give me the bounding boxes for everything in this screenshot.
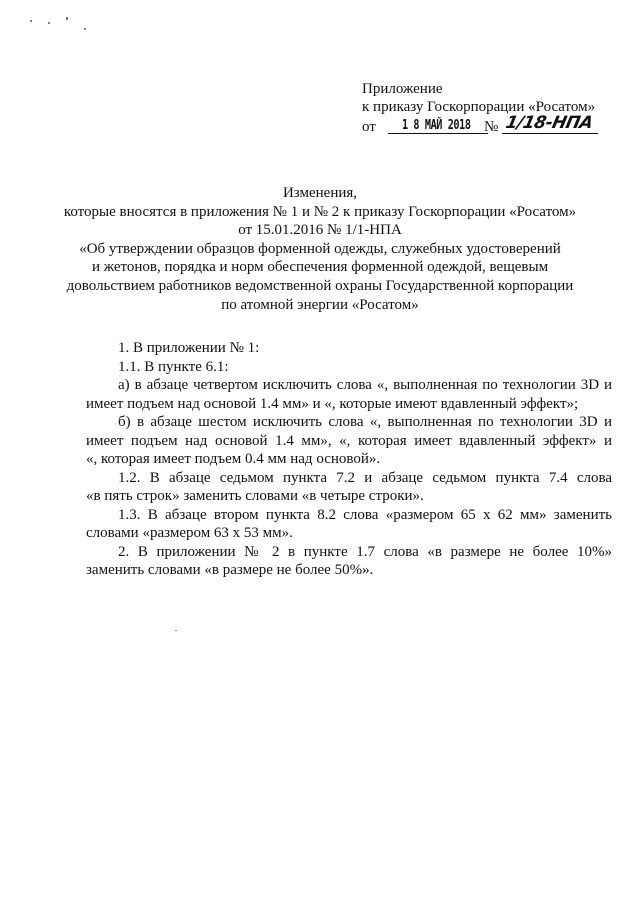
title-line: Изменения, bbox=[282, 185, 358, 201]
paragraph bbox=[86, 376, 612, 413]
scan-speck bbox=[66, 17, 68, 20]
order-number-handwritten: 1/18-НПА bbox=[503, 113, 595, 133]
paragraph-line: имеет подъем над основой 1.4 мм», «, которая имеет вдавленный эффект» и bbox=[86, 432, 612, 449]
title-line: по атомной энергии «Росатом» bbox=[221, 296, 419, 313]
title-line: довольствием работников ведомственной охраны Государственной корпорации bbox=[66, 277, 574, 294]
paragraph-line: словами «размером 63 х 53 мм». bbox=[86, 525, 293, 541]
paragraph bbox=[86, 506, 612, 543]
order-date-number-row bbox=[362, 113, 632, 138]
paragraph-line: «, которая имеет подъем 0.4 мм над основой». bbox=[86, 451, 381, 467]
paragraph-line: 2. В приложении № 2 в пункте 1.7 слова «в размере не более 10%» bbox=[118, 543, 612, 560]
paragraph-line: а) в абзаце четвертом исключить слова «, выполненная по технологии 3D и bbox=[118, 377, 612, 393]
scan-speck bbox=[175, 630, 177, 631]
document-body bbox=[86, 339, 612, 580]
paragraph: 1. В приложении № 1: bbox=[118, 340, 260, 356]
number-prefix: № bbox=[484, 119, 499, 135]
document-title bbox=[40, 184, 600, 314]
appendix-order-ref: к приказу Госкорпорации «Росатом» bbox=[362, 99, 596, 115]
appendix-title: Приложение bbox=[362, 81, 443, 97]
order-date-stamp: 1 8 МАЙ 2018 bbox=[402, 118, 471, 133]
title-line: которые вносятся в приложения № 1 и № 2 к приказу Госкорпорации «Росатом» bbox=[63, 203, 577, 220]
paragraph-line: имеет подъем над основой 1.4 мм» и «, которые имеют вдавленный эффект»; bbox=[86, 395, 579, 412]
title-line: от 15.01.2016 № 1/1-НПА bbox=[238, 222, 402, 239]
paragraph bbox=[86, 469, 612, 506]
paragraph: 1.1. В пункте 6.1: bbox=[118, 358, 229, 375]
paragraph-line: «в пять строк» заменить словами «в четыре строки». bbox=[86, 488, 424, 504]
scan-speck bbox=[48, 22, 50, 24]
title-line: «Об утверждении образцов форменной одежды, служебных удостоверений bbox=[79, 240, 561, 257]
scan-speck bbox=[30, 20, 32, 22]
paragraph-line: б) в абзаце шестом исключить слова «, выполненная по технологии 3D и bbox=[118, 414, 612, 430]
scan-speck bbox=[84, 28, 86, 30]
paragraph-line: 1.2. В абзаце седьмом пункта 7.2 и абзаце седьмом пункта 7.4 слова bbox=[118, 469, 612, 486]
paragraph-line: 1.3. В абзаце втором пункта 8.2 слова «размером 65 х 62 мм» заменить bbox=[118, 506, 612, 523]
paragraph bbox=[86, 543, 612, 580]
number-underline bbox=[502, 133, 598, 134]
paragraph bbox=[86, 413, 612, 469]
date-prefix: от bbox=[362, 119, 376, 135]
paragraph-line: заменить словами «в размере не более 50%». bbox=[86, 562, 374, 578]
title-line: и жетонов, порядка и норм обеспечения форменной одеждой, вещевым bbox=[91, 259, 549, 276]
appendix-header bbox=[362, 80, 632, 138]
